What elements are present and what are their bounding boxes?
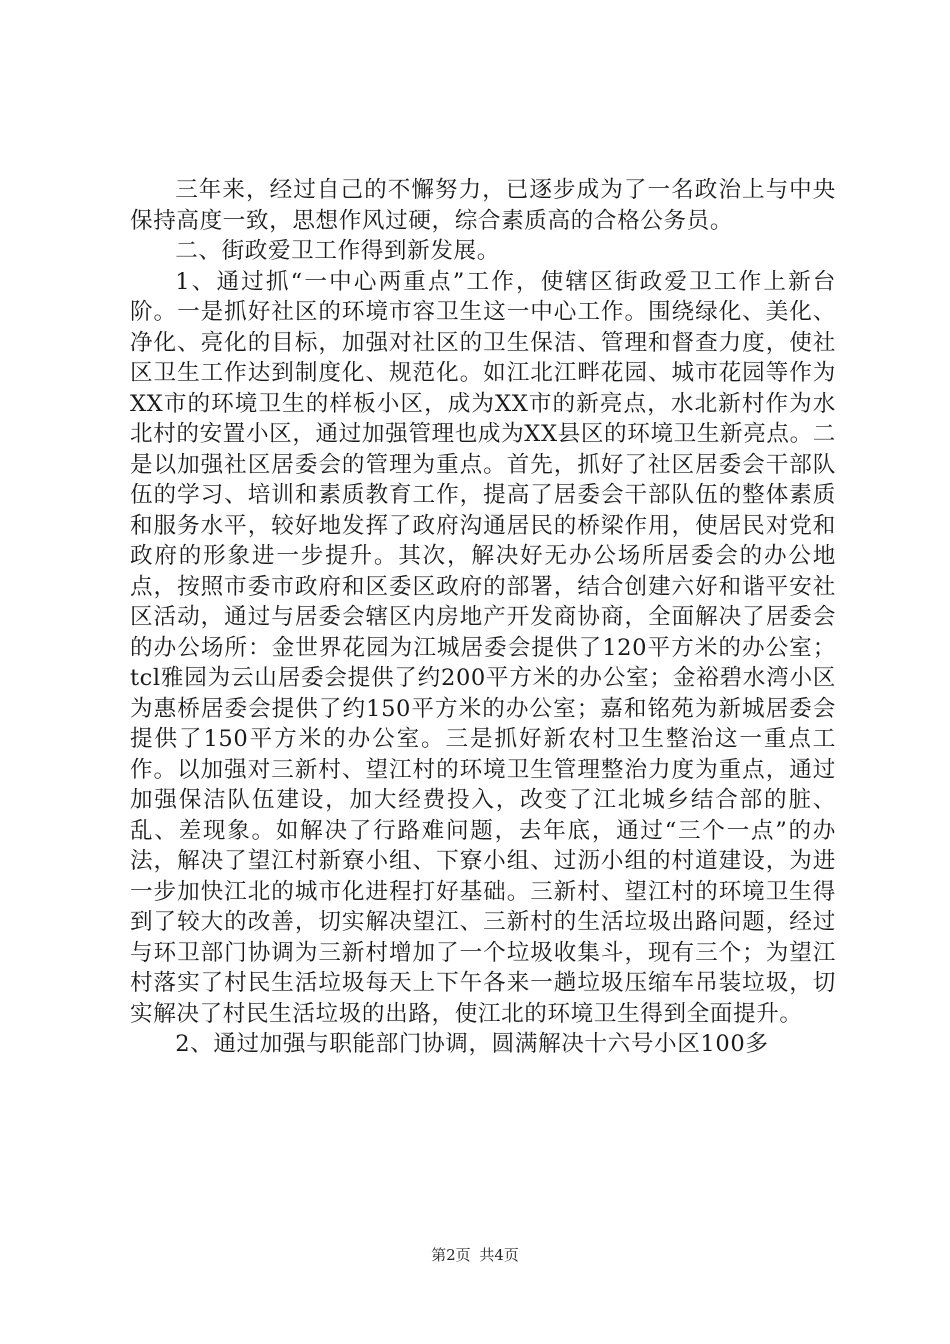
- section-heading-2: 二、街政爱卫工作得到新发展。: [175, 238, 500, 264]
- page-total: 共4页: [479, 1246, 519, 1264]
- page-number: 第2页: [431, 1246, 471, 1264]
- page-footer: [0, 1244, 950, 1265]
- paragraph-item-1: 1、通过抓“一中心两重点”工作，使辖区街政爱卫工作上新台阶。一是抓好社区的环境市容卫生这一中心工作。围绕绿化、美化、净化、亮化的目标，加强对社区的卫生保洁、管理和督查力度，使社区卫生工作达到制度化、规范化。如江北江畔花园、城市花园等作为XX市的环境卫生的样板小区，成为XX市的新亮点，水北新村作为水北村的安置小区，通过加强管理也成为XX县区的环境卫生新亮点。二是以加强社区居委会的管理为重点。首先，抓好了社区居委会干部队伍的学习、培训和素质教育工作，提高了居委会干部队伍的整体素质和服务水平，较好地发挥了政府沟通居民的桥梁作用，使居民对党和政府的形象进一步提升。其次，解决好无办公场所居委会的办公地点，按照市委市政府和区委区政府的部署，结合创建六好和谐平安社区活动，通过与居委会辖区内房地产开发商协商，全面解决了居委会的办公场所：金世界花园为江城居委会提供了120平方米的办公室；tcl雅园为云山居委会提供了约200平方米的办公室；金裕碧水湾小区为惠桥居委会提供了约150平方米的办公室；嘉和铭苑为新城居委会提供了150平方米的办公室。三是抓好新农村卫生整治这一重点工作。以加强对三新村、望江村的环境卫生管理整治力度为重点，通过加强保洁队伍建设，加大经费投入，改变了江北城乡结合部的脏、乱、差现象。如解决了行路难问题，去年底，通过“三个一点”的办法，解决了望江村新寮小组、下寮小组、过沥小组的村道建设，为进一步加快江北的城市化进程打好基础。三新村、望江村的环境卫生得到了较大的改善，切实解决望江、三新村的生活垃圾出路问题，经过与环卫部门协调为三新村增加了一个垃圾收集斗，现有三个；为望江村落实了村民生活垃圾每天上下午各来一趟垃圾压缩车吊装垃圾，切实解决了村民生活垃圾的出路，使江北的环境卫生得到全面提升。: [130, 268, 836, 1027]
- document-body: [130, 175, 836, 1060]
- paragraph-summary: 三年来，经过自己的不懈努力，已逐步成为了一名政治上与中央保持高度一致，思想作风过硬，综合素质高的合格公务员。: [130, 177, 836, 234]
- paragraph-item-2: 2、通过加强与职能部门协调，圆满解决十六号小区100多: [175, 1031, 769, 1057]
